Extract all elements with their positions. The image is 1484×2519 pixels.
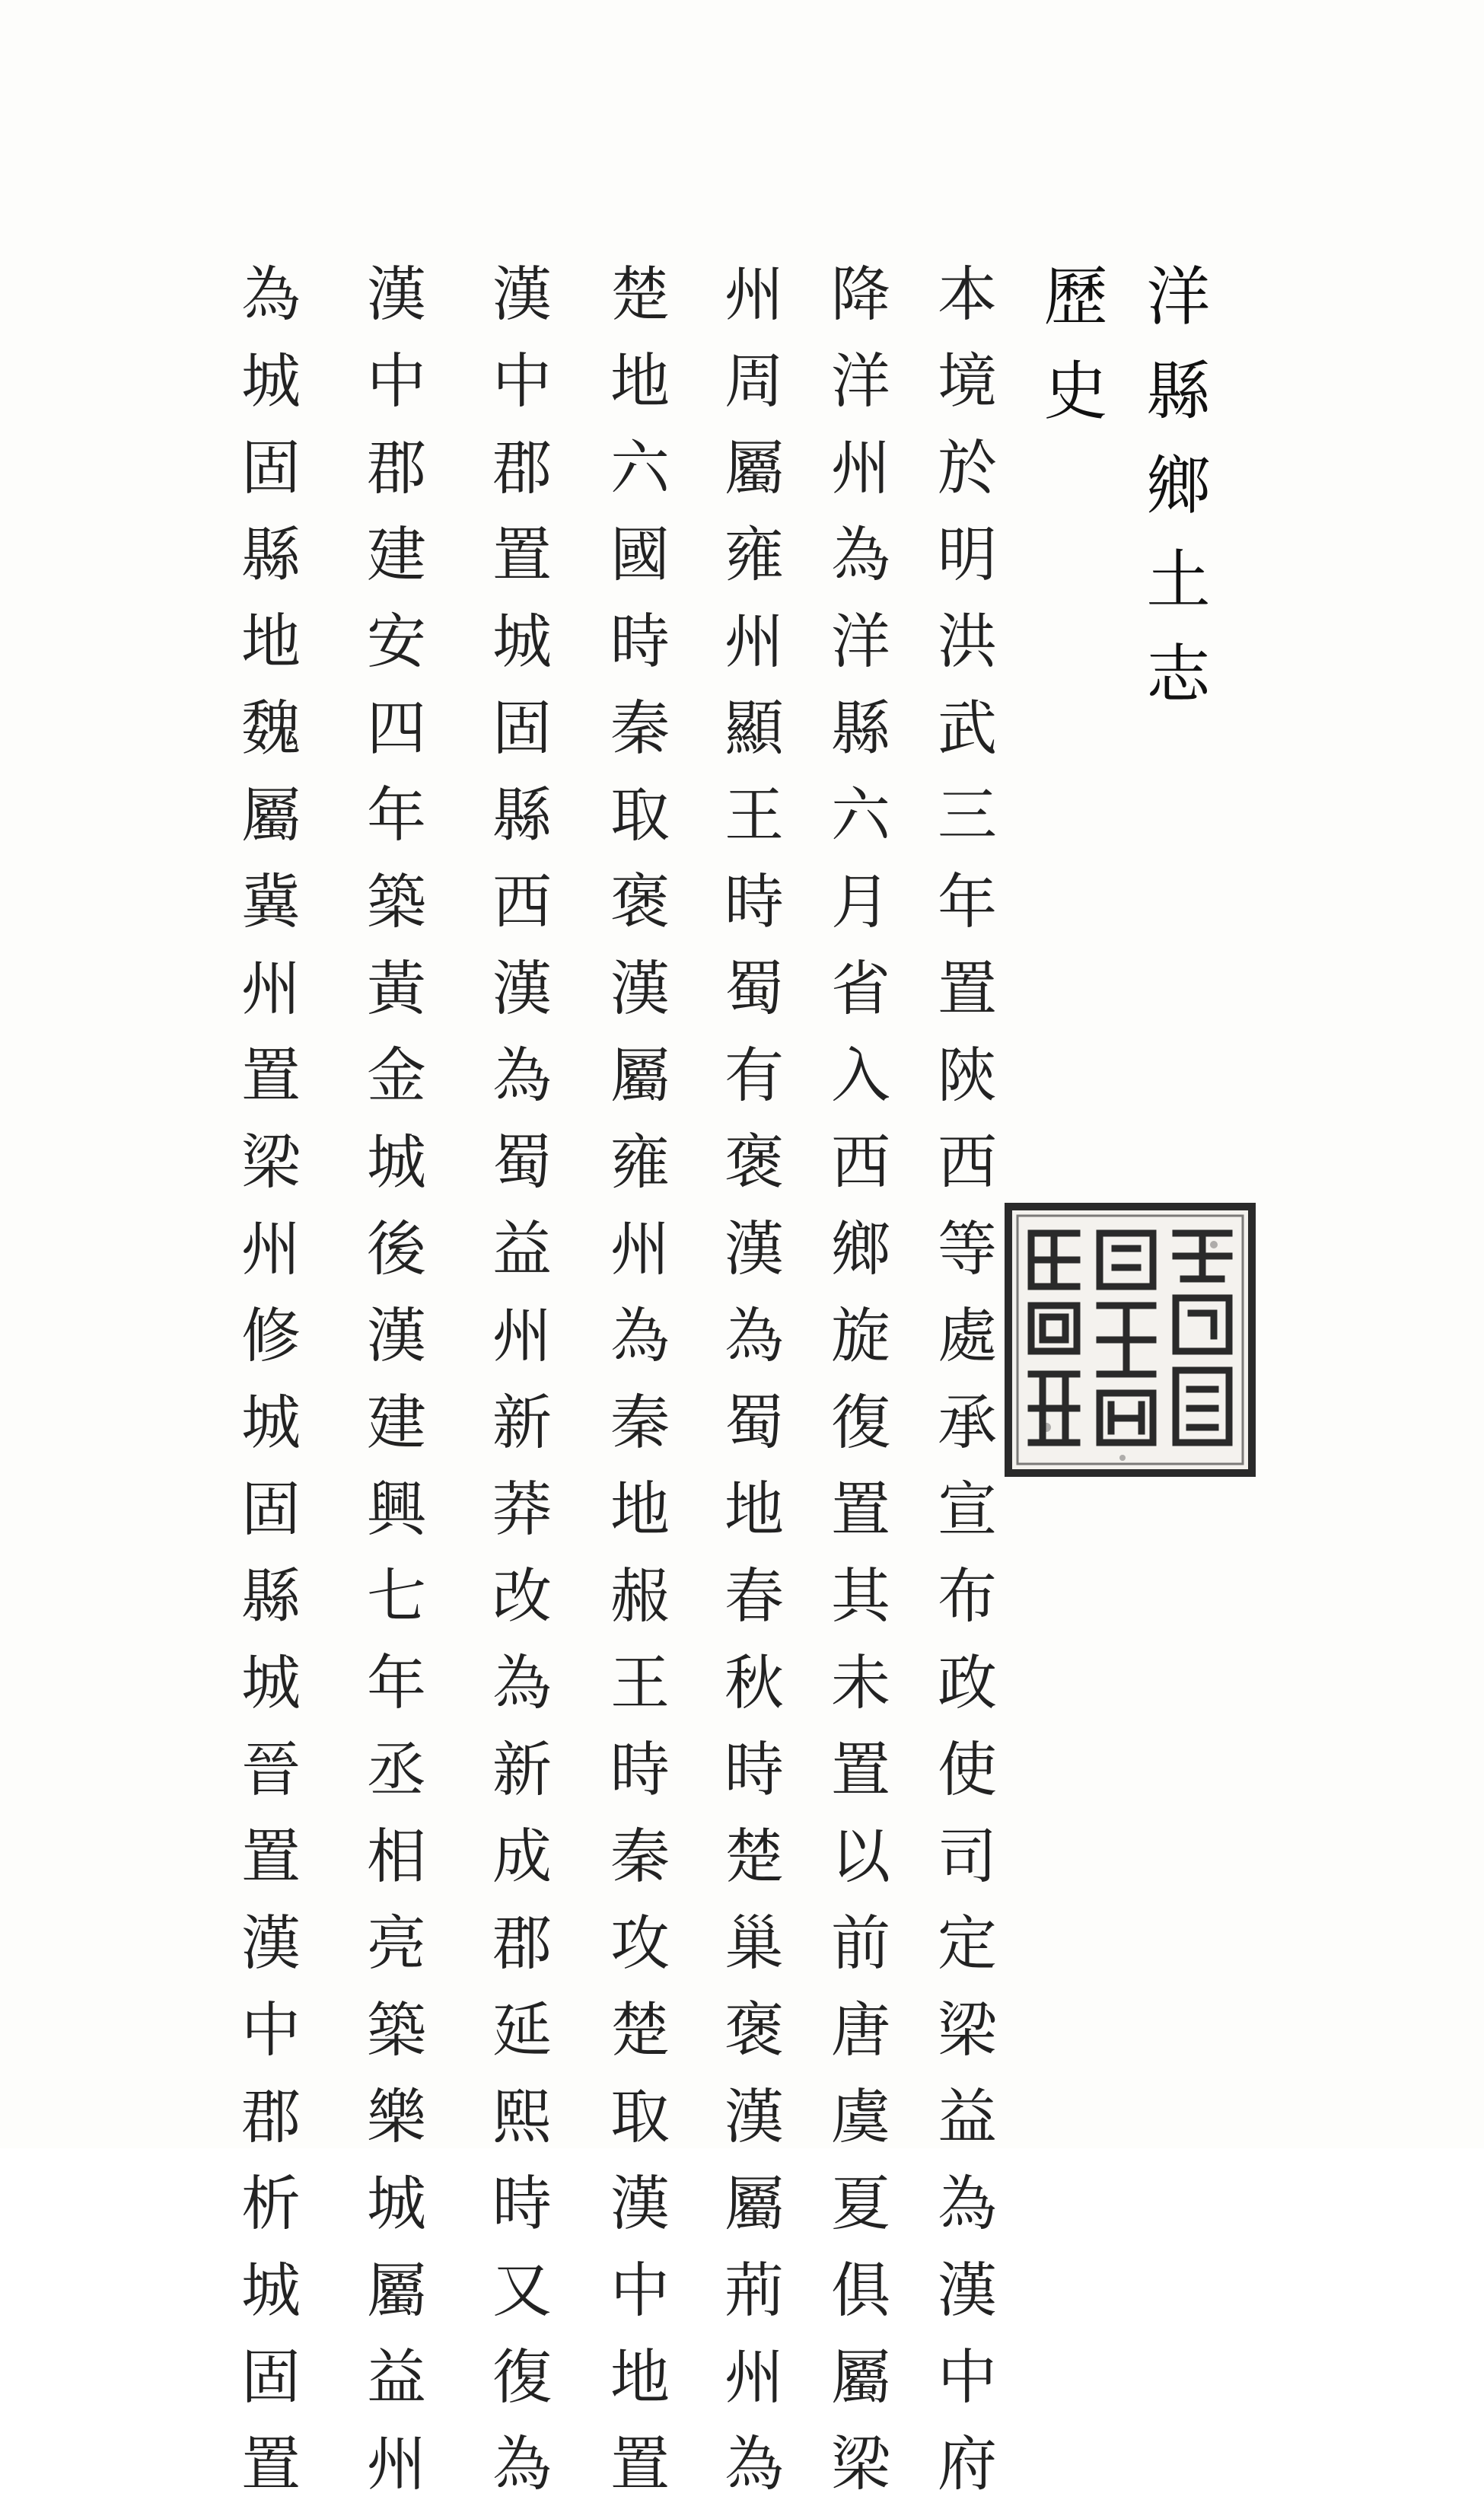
- document-title: 洋縣鄉土志: [1136, 263, 1211, 735]
- text-column-1: 本境於明洪武三年置陝西等處承宣布政使司定梁益為漢中府: [928, 263, 996, 2519]
- seal-stamp: [1001, 1199, 1259, 1481]
- text-column-7: 為城固縣地魏屬冀州置梁州修城固縣城晉置漢中郡析城固置: [231, 263, 300, 2519]
- text-column-5: 漢中郡置城固縣西漢為蜀益州新莽改為新成郡延熙時又復為: [482, 263, 551, 2519]
- text-column-4: 楚地六國時秦取褒漢屬雍州為秦地赧王時秦攻楚取漢中地置: [600, 263, 669, 2519]
- section-heading: 歷史: [1033, 263, 1108, 451]
- text-column-3: 州周屬雍州顯王時蜀有褒漢為蜀地春秋時楚巢褒漢屬荊州為: [715, 263, 783, 2519]
- text-column-2: 降洋州為洋縣六月省入西鄉旋復置其未置以前唐虞夏俱屬梁: [821, 263, 890, 2519]
- text-column-6: 漢中郡建安四年築黃金城後漢建興七年丞相亮築樂城屬益州: [357, 263, 425, 2519]
